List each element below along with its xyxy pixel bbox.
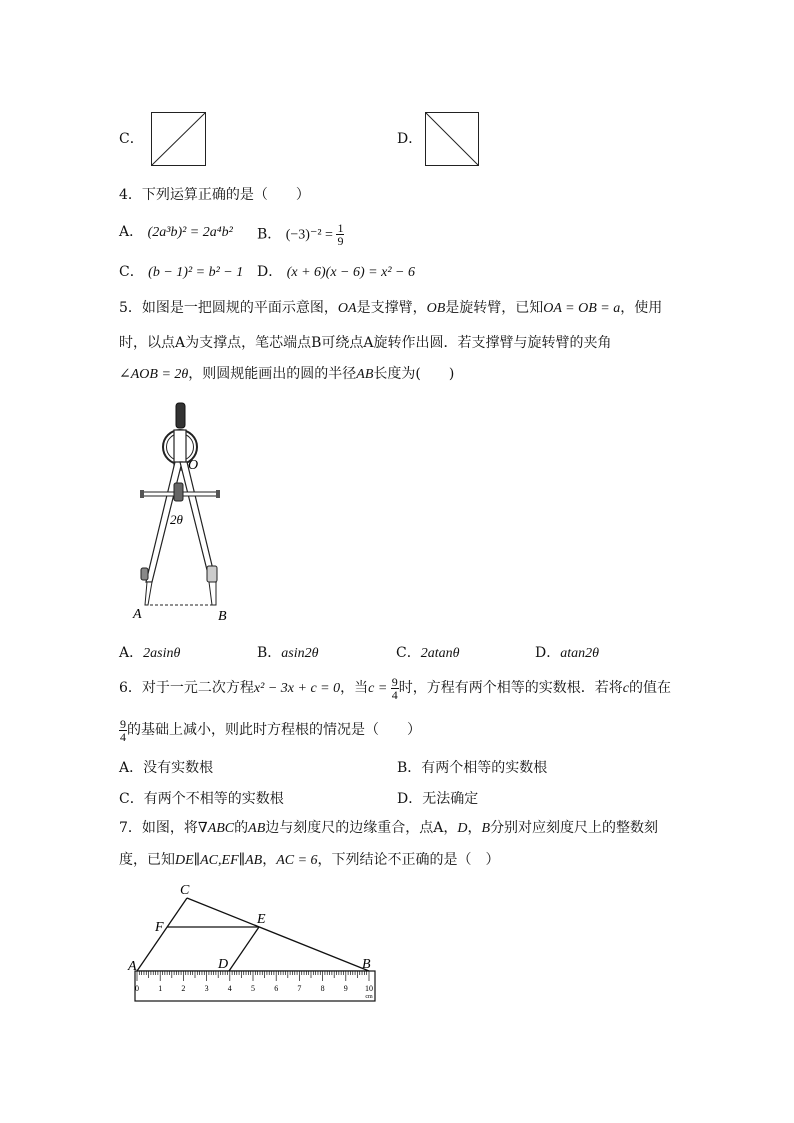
q5-line-3 <box>119 364 454 385</box>
q6-option-a <box>119 758 213 778</box>
q5-option-expr: 2asinθ <box>143 646 181 661</box>
q5-compass-figure <box>130 400 240 630</box>
q7-text: 7．如图，将 <box>119 820 198 836</box>
q4-b-frac-num: 1 <box>337 221 344 235</box>
q6-line-2 <box>119 713 421 747</box>
ruler-number: 2 <box>181 984 186 993</box>
q4-option-d-expr: (x + 6)(x − 6) = x² − 6 <box>286 265 415 280</box>
q5-option-d <box>535 643 599 664</box>
q6-fraction-2 <box>119 718 127 743</box>
q6-option-label: A． <box>119 760 144 776</box>
q6-text: 6．对于一元二次方程 <box>119 680 254 696</box>
q6-frac-den: 4 <box>391 687 398 702</box>
q6-option-text: 有两个不相等的实数根 <box>143 791 284 807</box>
q4-option-c <box>119 262 243 283</box>
q5-text: 是旋转臂，已知 <box>445 300 544 316</box>
q5-eq: OA = OB = a <box>543 301 621 316</box>
q7-side-cb <box>187 898 369 971</box>
q7-ac: AC = 6 <box>276 853 318 868</box>
q4-option-a <box>119 222 233 243</box>
q6-option-d <box>397 789 478 809</box>
q5-text: ，则圆规能画出的圆的半径 <box>188 366 357 382</box>
q7-label-b: B <box>362 957 371 972</box>
q6-option-text: 有两个相等的实数根 <box>421 760 548 776</box>
q5-oa: OA <box>337 301 357 316</box>
q5-angle-eq: ∠AOB = 2θ <box>119 367 189 382</box>
q6-option-label: C． <box>119 791 144 807</box>
q5-text: ，使用 <box>620 300 663 316</box>
q7-d: D <box>457 821 468 836</box>
q7-ab: AB <box>248 821 266 836</box>
q7-text: 分别对应刻度尺上的整数刻 <box>490 820 659 836</box>
q6-c-eq: c = <box>368 681 391 696</box>
q4-option-c-expr: (b − 1)² = b² − 1 <box>148 265 244 280</box>
q3-option-d-figure <box>425 112 480 167</box>
q5-option-label: D． <box>535 645 561 661</box>
q5-text: 长度为( ) <box>373 366 455 382</box>
q6-line-1 <box>119 671 671 706</box>
q5-text: 是支撑臂， <box>356 300 427 316</box>
q5-option-label: A． <box>119 645 144 661</box>
q6-option-text: 没有实数根 <box>143 760 214 776</box>
q7-line-2 <box>119 850 500 871</box>
q7-text: 边与刻度尺的边缘重合，点A， <box>265 820 458 836</box>
q7-label-a: A <box>128 959 137 974</box>
q4-stem: 4．下列运算正确的是（ ） <box>119 187 310 203</box>
q4-option-d-label: D． <box>257 264 283 280</box>
ruler-number: 4 <box>227 984 232 993</box>
q4-option-d <box>257 262 415 283</box>
q6-option-c <box>119 789 284 809</box>
q5-line-2: 时，以点A为支撑点，笔芯端点B可绕点A旋转作出圆．若支撑臂与旋转臂的夹角 <box>119 335 612 351</box>
q3-option-d-label: D． <box>397 131 423 147</box>
q5-option-label: B． <box>257 645 282 661</box>
q7-b: B <box>481 821 491 836</box>
q7-label-c: C <box>180 883 190 898</box>
q7-text: ，下列结论不正确的是（ ） <box>317 852 500 868</box>
q4-option-a-expr: (2a³b)² = 2a⁴b² <box>147 225 233 240</box>
q7-line-1 <box>119 818 658 839</box>
ruler-number: 0 <box>135 984 139 993</box>
q6-text: ，当 <box>340 680 369 696</box>
q5-option-label: C． <box>396 645 421 661</box>
q5-ab: AB <box>356 367 374 382</box>
q5-option-expr: atan2θ <box>560 646 600 661</box>
q4-option-b <box>257 222 344 247</box>
q7-text: 度，已知 <box>119 852 175 868</box>
q6-option-label: B． <box>397 760 422 776</box>
q6-option-text: 无法确定 <box>422 791 479 807</box>
q5-option-expr: 2atanθ <box>420 646 460 661</box>
q7-triangle: ∇ABC <box>197 821 235 836</box>
q3-option-c-label: C． <box>119 131 144 147</box>
q5-option-a <box>119 643 180 664</box>
q6-frac-num: 9 <box>391 674 398 689</box>
q6-text: 的基础上减小，则此时方程根的情况是（ ） <box>127 722 421 738</box>
q5-line-1 <box>119 298 662 319</box>
q6-text: 时，方程有两个相等的实数根．若将 <box>398 680 623 696</box>
q5-ob: OB <box>426 301 446 316</box>
q5-option-b <box>257 643 319 664</box>
q7-text: ， <box>467 820 482 836</box>
q6-option-b <box>397 758 547 778</box>
compass-handle <box>176 403 185 428</box>
compass-arm-ob <box>180 462 216 582</box>
q4-option-b-expr: (−3)⁻² = <box>285 227 337 243</box>
compass-label-a: A <box>133 607 142 622</box>
ruler-number: 6 <box>274 984 279 993</box>
q3-option-c-figure <box>151 112 207 167</box>
ruler-number: 8 <box>320 984 325 993</box>
q7-figure <box>125 880 385 1010</box>
ruler-number: 5 <box>251 984 255 993</box>
q4-b-frac-den: 9 <box>337 234 344 248</box>
q7-parallel: DE∥AC,EF∥AB <box>175 853 263 868</box>
q5-text: 5．如图是一把圆规的平面示意图， <box>119 300 338 316</box>
ruler-number: 9 <box>343 984 348 993</box>
ruler-number: 10 <box>365 984 373 993</box>
q7-segment-de <box>229 927 259 971</box>
compass-label-o: O <box>188 458 199 473</box>
q7-label-d: D <box>218 957 229 972</box>
ruler-number: 7 <box>297 984 302 993</box>
q7-label-e: E <box>257 912 266 927</box>
ruler-unit: cm <box>365 994 373 1000</box>
q7-text: ， <box>262 852 277 868</box>
q7-label-f: F <box>155 920 164 935</box>
q6-text: 的值在 <box>629 680 671 696</box>
q4-option-a-label: A． <box>119 224 144 240</box>
q6-c: c <box>622 681 629 696</box>
compass-label-b: B <box>218 609 227 624</box>
q4-option-c-label: C． <box>119 264 144 280</box>
q6-fraction-1 <box>391 676 399 701</box>
q6-frac-den: 4 <box>120 729 126 744</box>
q6-equation: x² − 3x + c = 0 <box>253 681 341 696</box>
q6-option-label: D． <box>397 791 423 807</box>
compass-label-angle: 2θ <box>170 512 183 527</box>
q5-option-expr: asin2θ <box>281 646 319 661</box>
q4-option-b-label: B． <box>257 226 282 243</box>
q4-option-b-fraction <box>336 222 344 247</box>
q6-frac-num: 9 <box>120 716 126 731</box>
q7-ruler <box>135 971 375 1001</box>
q7-text: 的 <box>234 820 249 836</box>
ruler-number: 1 <box>158 984 163 993</box>
ruler-number: 3 <box>204 984 209 993</box>
q5-option-c <box>396 643 460 664</box>
